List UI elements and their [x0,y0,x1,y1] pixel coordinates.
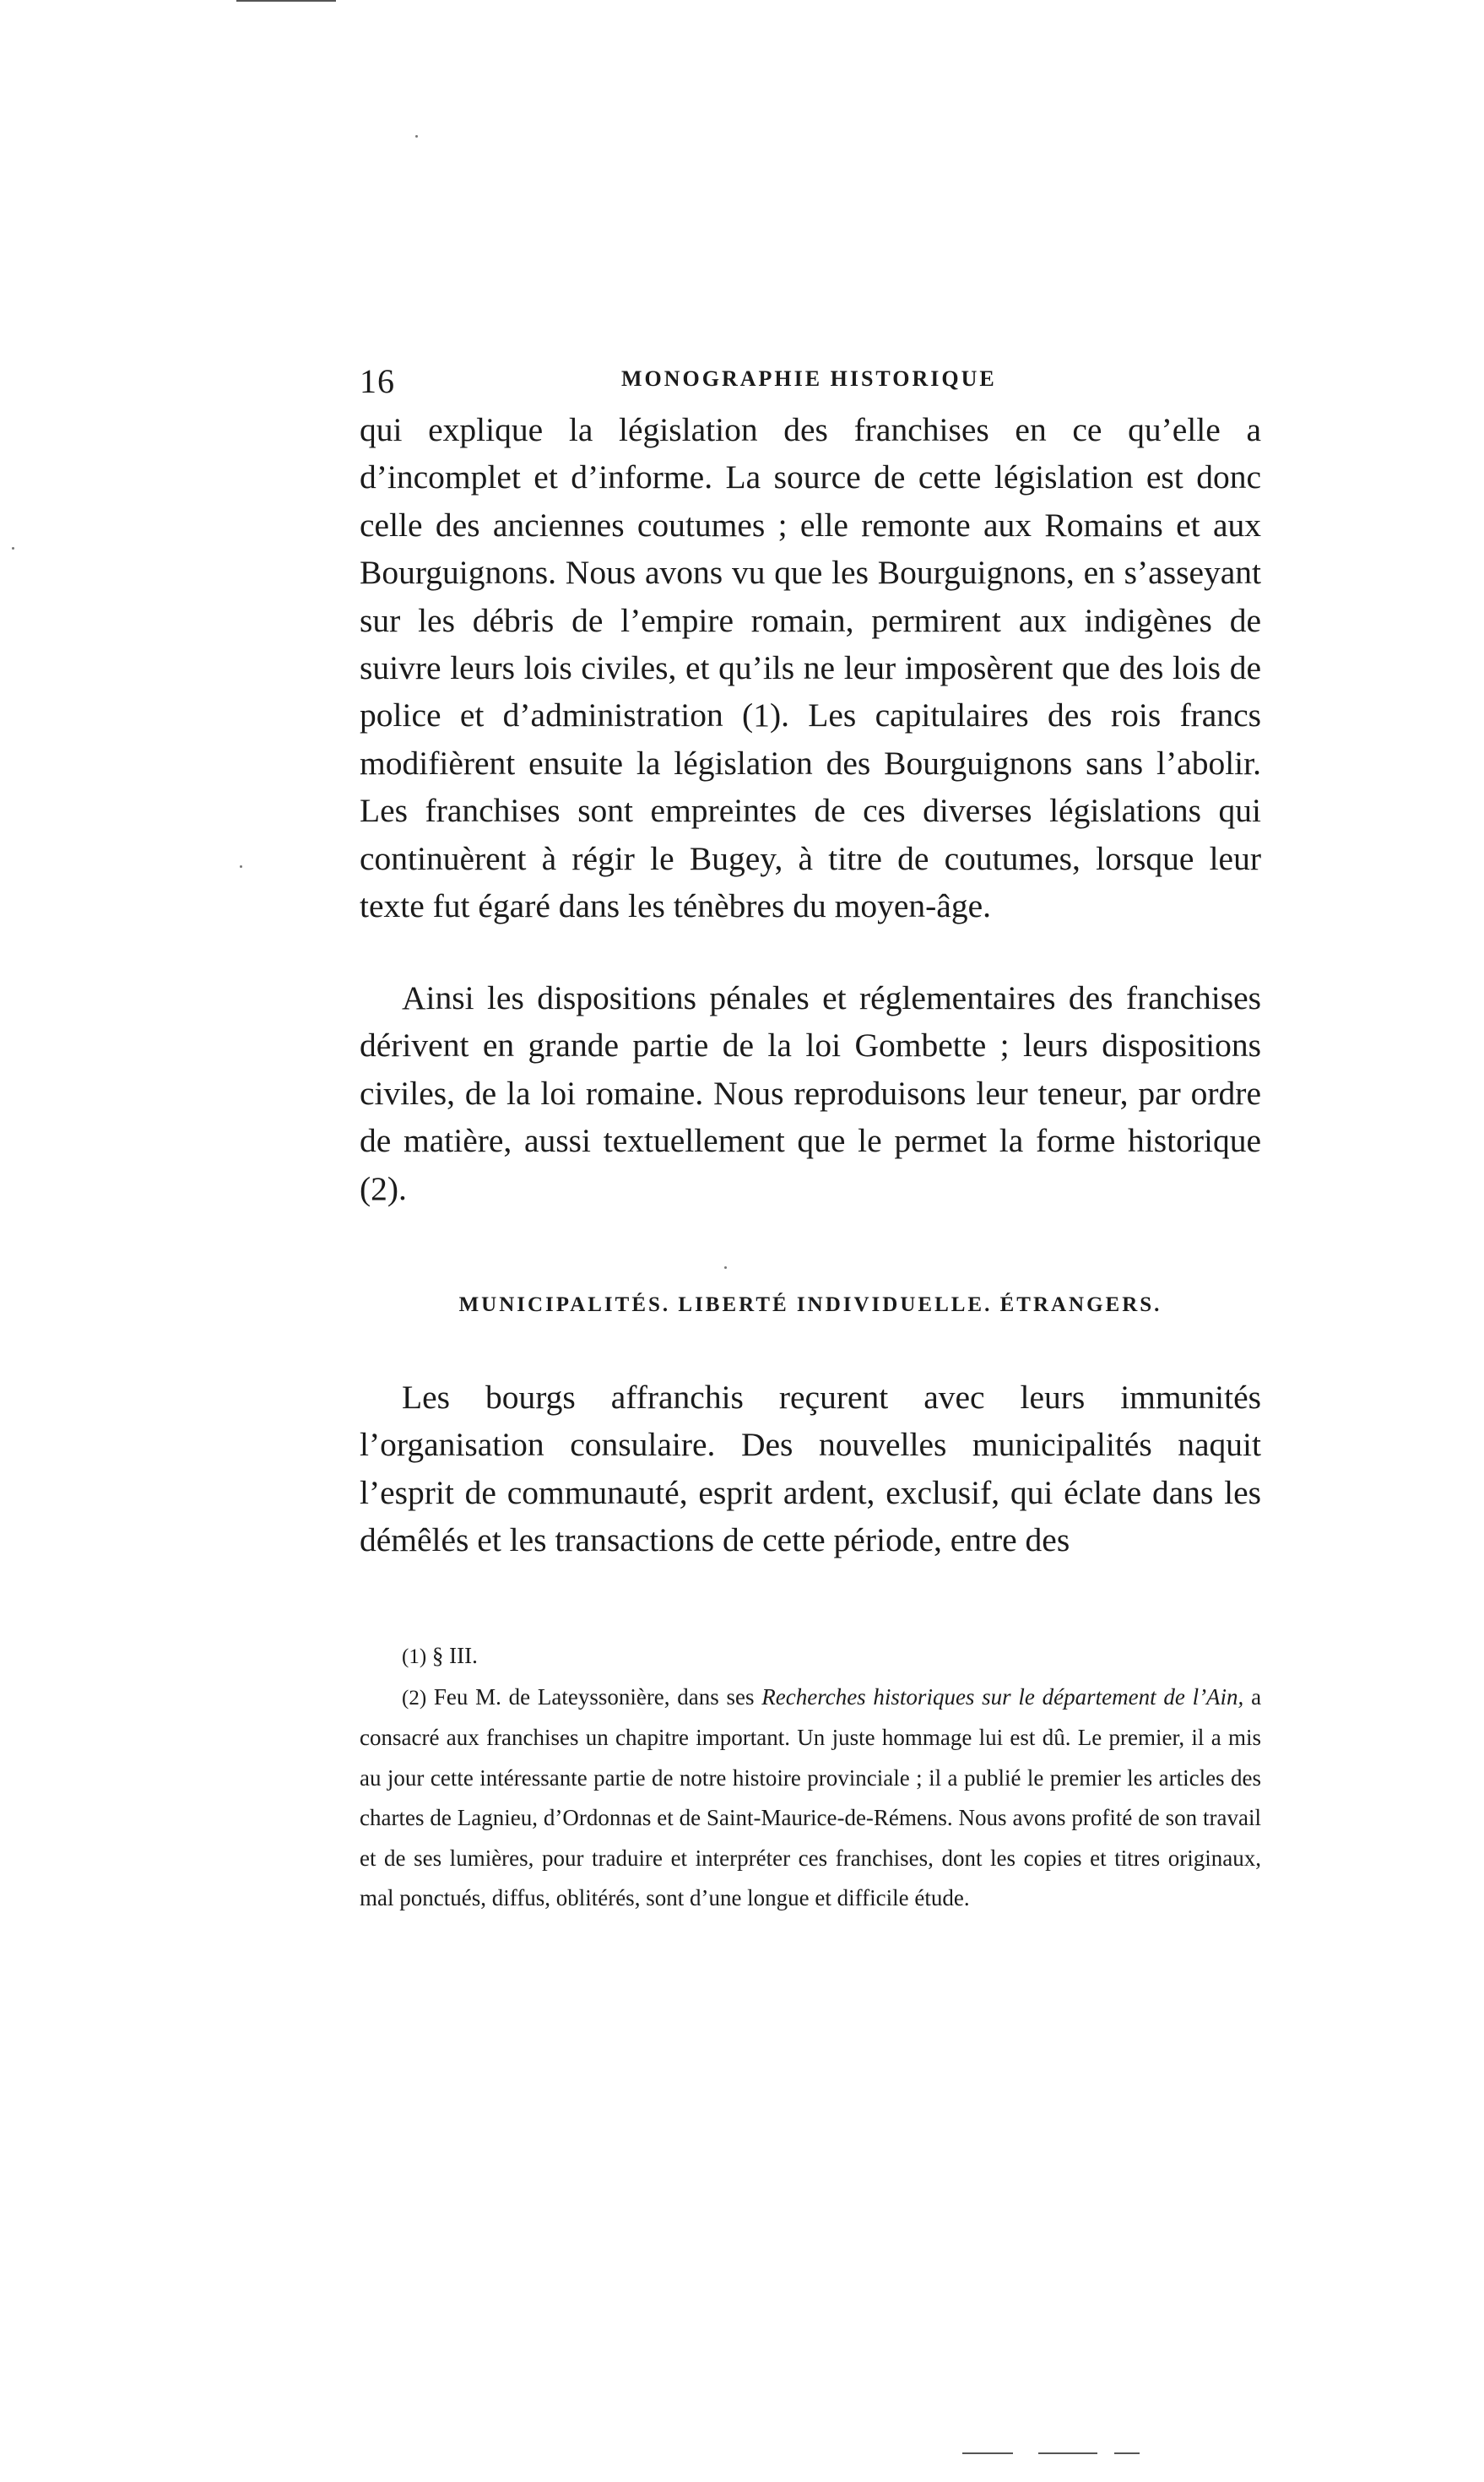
scan-edge-mark [962,2452,1013,2454]
scan-speck [415,135,418,138]
scan-edge-mark [1038,2452,1097,2454]
footnote-text: § III. [431,1643,478,1668]
body-paragraph: Ainsi les dispositions pénales et réglementaires des franchises dérivent en grande partie de la loi Gombette ; leurs dispositions civiles, de la loi romaine. Nous reproduisons leur teneur, par ordre de matière, aussi textuellement que le permet la forme historique (2). [360,979,1261,1207]
footnote-cited-title: Recherches historiques sur le département de l’Ain, [761,1683,1244,1710]
scan-edge-mark [1114,2452,1140,2454]
footnotes [360,1636,1261,1919]
body-paragraph: Les bourgs affranchis reçurent avec leurs immunités l’organisation consulaire. Des nouvelles municipalités naquit l’esprit de communauté, esprit ardent, exclusif, qui éclate dans les démêlés et les transactions de cette période, entre des [360,1379,1261,1559]
scan-speck [240,865,242,868]
footnote-1 [360,1636,1261,1677]
scan-speck [12,547,14,550]
footnote-2 [360,1677,1261,1919]
page-number: 16 [360,362,395,400]
body-paragraph: qui explique la législation des franchises en ce qu’elle a d’incomplet et d’informe. La source de cette législation est donc celle des anciennes coutumes ; elle remonte aux Romains et aux Bourguignons. Nous avons vu que les Bourguignons, en s’asseyant sur les débris de l’empire romain, permirent aux indigènes de suivre leurs lois civiles, et qu’ils ne leur imposèrent que des lois de police et d’administration (1). Les capitulaires des rois francs modifièrent ensuite la législation des Bourguignons sans l’abolir. Les franchises sont empreintes de ces diverses législations qui continuèrent à régir le Bugey, à titre de coutumes, lorsque leur texte fut égaré dans les ténèbres du moyen-âge. [360,411,1261,925]
scan-edge-mark [236,0,336,2]
footnote-text: a consacré aux franchises un chapitre important. Un juste hommage lui est dû. Le premier, il a mis au jour cette intéressante partie de notre histoire provinciale ; il a publié le premier les articles des chartes de Lagnieu, d’Ordonnas et de Saint-Maurice-de-Rémens. Nous avons profité de son travail et de ses lumières, pour traduire et interpréter ces franchises, dont les copies et titres originaux, mal ponctués, diffus, oblitérés, sont d’une longue et difficile étude. [360,1683,1262,1910]
footnote-marker: (1) [402,1645,427,1668]
section-heading: MUNICIPALITÉS. LIBERTÉ INDIVIDUELLE. ÉTRANGERS. [458,1293,1162,1316]
scan-speck [724,1266,727,1269]
footnote-lead: Feu M. de Lateyssonière, dans ses [433,1683,755,1710]
footnote-marker: (2) [402,1686,427,1710]
running-title: MONOGRAPHIE HISTORIQUE [621,366,997,391]
running-head [360,361,1261,402]
